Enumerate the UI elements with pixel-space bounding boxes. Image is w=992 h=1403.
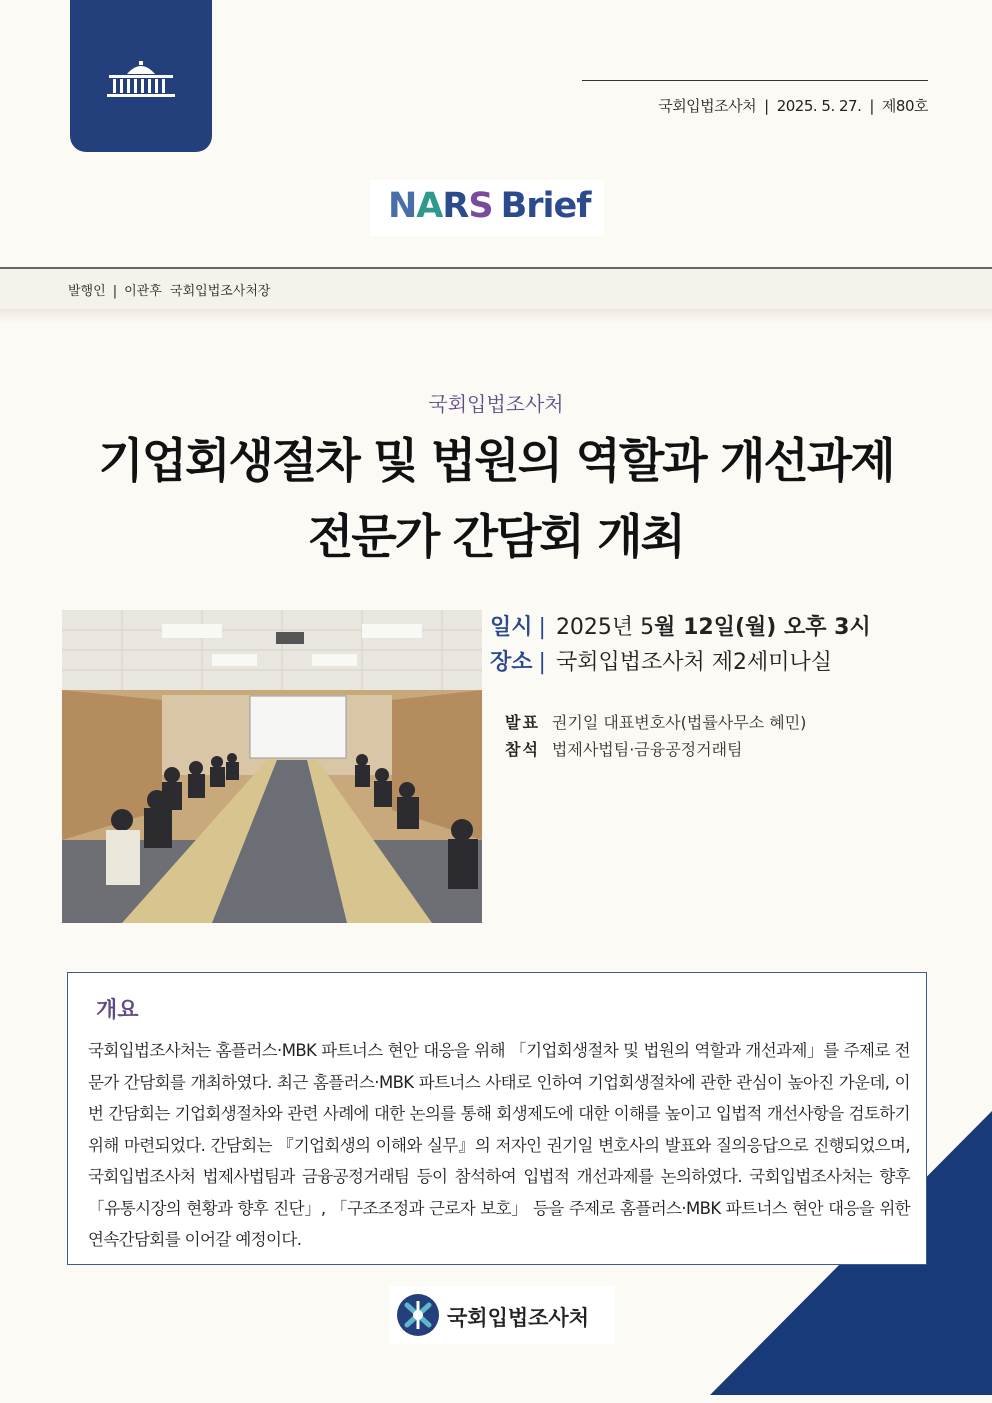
publisher-band: [0, 267, 992, 309]
header-rule: [582, 80, 928, 81]
date-value-strong: 월 12일(월) 오후 3시: [654, 615, 871, 640]
logo-letter-a: A: [416, 186, 443, 226]
footer-logo: [389, 1286, 615, 1344]
header-tab: [70, 0, 212, 152]
logo-letter-n: N: [388, 186, 417, 226]
issue-date: 2025. 5. 27.: [776, 97, 862, 115]
date-value-plain: 2025년 5: [555, 615, 655, 640]
summary-heading: 개요: [96, 998, 139, 1023]
footer-org-name: 국회입법조사처: [447, 1306, 590, 1330]
publisher-line: 발행인 | 이관후 국회입법조사처장: [68, 284, 271, 299]
issue-number: 제80호: [881, 97, 928, 115]
issue-meta: 국회입법조사처 | 2025. 5. 27. | 제80호: [658, 97, 928, 115]
publisher-label: 발행인: [68, 284, 106, 299]
date-label: 일시: [490, 615, 533, 640]
publisher-name: 이관후 국회입법조사처장: [124, 284, 271, 299]
presenter-row: [505, 710, 806, 733]
nars-emblem-icon: [395, 1293, 441, 1337]
organization-name: 국회입법조사처: [658, 97, 757, 115]
logo-letter-r: R: [442, 186, 469, 226]
presenter-label: 발표: [505, 713, 540, 732]
band-shadow: [0, 309, 992, 323]
presenter-value: 권기일 대표변호사(법률사무소 혜민): [551, 713, 807, 732]
event-place-row: 장소 | 국회입법조사처 제2세미나실: [490, 650, 832, 675]
national-assembly-building-icon: [103, 60, 179, 100]
meeting-photo: [62, 610, 482, 923]
place-label: 장소: [490, 650, 533, 675]
logo-word-brief: Brief: [500, 186, 591, 226]
attendees-row: [505, 737, 742, 760]
place-value: 국회입법조사처 제2세미나실: [555, 650, 832, 675]
summary-box: [67, 972, 927, 1265]
event-date-row: 일시 | 2025년 5월 12일(월) 오후 3시: [490, 615, 871, 640]
summary-body: 국회입법조사처는 홈플러스·MBK 파트너스 현안 대응을 위해 「기업회생절차 및 법원의 역할과 개선과제」를 주제로 전문가 간담회를 개최하였다. 최근 홈플러스·MBK 파트너스 사태로 인하여 기업회생절차에 관한 관심이 높아진 가운데, 이번 간담회는 기업회생절차와 관련 사례에 대한 논의를 통해 회생제도에 대한 이해를 높이고 입법적 개선사항을 검토하기 위해 마련되었다. 간담회는 『기업회생의 이해와 실무』의 저자인 권기일 변호사의 발표와 질의응답으로 진행되었으며, 국회입법조사처 법제사법팀과 금융공정거래팀 등이 참석하여 입법적 개선과제를 논의하였다. 국회입법조사처는 향후 「유통시장의 현황과 향후 진단」, 「구조조정과 근로자 보호」 등을 주제로 홈플러스·MBK 파트너스 현안 대응을 위한 연속간담회를 이어갈 예정이다.: [88, 1041, 910, 1249]
article-title-line2: 전문가 간담회 개최: [308, 510, 684, 565]
attendees-label: 참석: [505, 740, 540, 759]
article-kicker: 국회입법조사처: [428, 392, 564, 416]
attendees-value: 법제사법팀·금융공정거래팀: [551, 740, 743, 759]
logo-letter-s: S: [468, 186, 493, 226]
article-title-line1: 기업회생절차 및 법원의 역할과 개선과제: [98, 434, 894, 489]
nars-brief-logo: [370, 180, 604, 236]
